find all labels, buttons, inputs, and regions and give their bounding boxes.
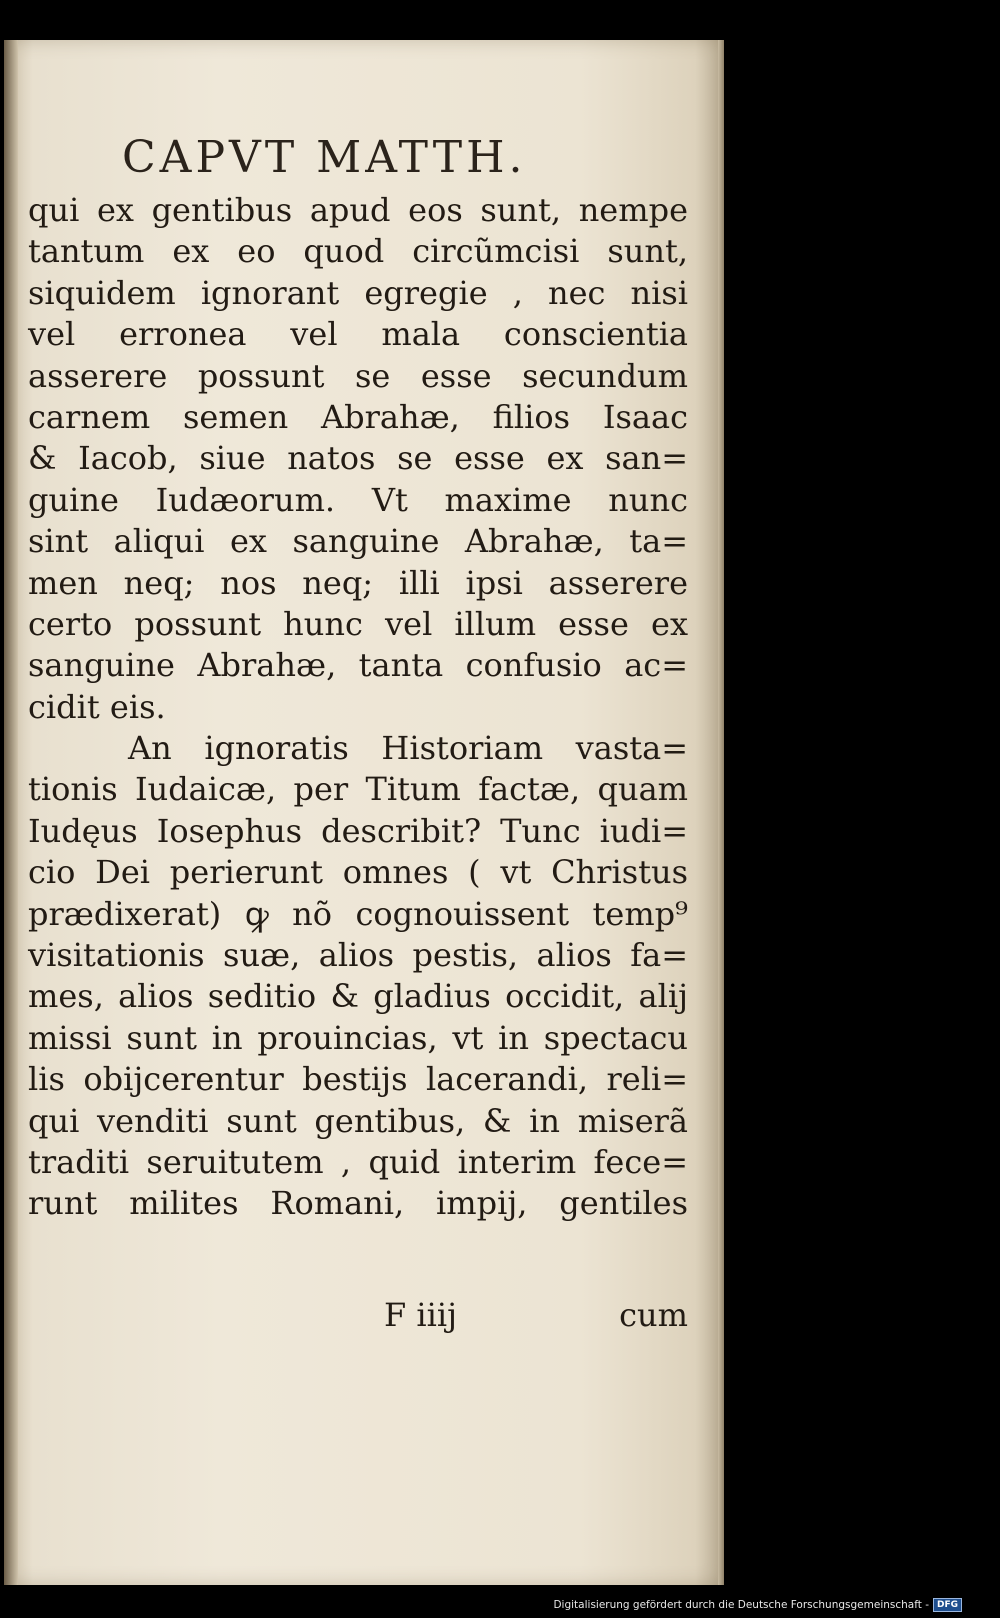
text-line: vel erronea vel mala conscientia <box>28 315 688 354</box>
running-header: CAPVT MATTH. <box>122 132 527 183</box>
text-line: sanguine Abrahæ, tanta confusio ac= <box>28 646 688 685</box>
text-line: siquidem ignorant egregie , nec nisi <box>28 273 688 312</box>
text-line: visitationis suæ, alios pestis, alios fa= <box>28 936 688 975</box>
text-line: Iudęus Iosephus describit? Tunc iudi= <box>28 811 688 850</box>
text-line: missi sunt in prouincias, vt in spectacu <box>28 1018 688 1057</box>
signature-line <box>28 1296 688 1340</box>
text-line-paragraph-start: An ignoratis Historiam vasta= <box>128 729 688 768</box>
page-gutter <box>4 40 18 1585</box>
text-line: certo possunt hunc vel illum esse ex <box>28 604 688 643</box>
footer-credit <box>553 1598 962 1612</box>
text-block <box>28 190 688 1225</box>
text-line: carnem semen Abrahæ, filios Isaac <box>28 397 688 436</box>
text-line: sint aliqui ex sanguine Abrahæ, ta= <box>28 522 688 561</box>
text-line: cidit eis. <box>28 687 166 726</box>
text-line: tionis Iudaicæ, per Titum factæ, quam <box>28 770 688 809</box>
text-line: traditi seruitutem , quid interim fece= <box>28 1142 688 1181</box>
text-line: tantum ex eo quod circũmcisi sunt, <box>28 232 688 271</box>
text-line: men neq; nos neq; illi ipsi asserere <box>28 563 688 602</box>
text-line: guine Iudæorum. Vt maxime nunc <box>28 480 688 519</box>
dfg-logo: DFG <box>933 1598 962 1612</box>
text-line: asserere possunt se esse secundum <box>28 356 688 395</box>
text-line: qui ex gentibus apud eos sunt, nempe <box>28 191 688 229</box>
text-line: mes, alios seditio & gladius occidit, alij <box>28 977 688 1016</box>
book-page <box>4 40 724 1585</box>
text-line: & Iacob, siue natos se esse ex san= <box>28 439 688 478</box>
text-line: runt milites Romani, impij, gentiles <box>28 1184 688 1223</box>
signature-mark: F iiij <box>384 1296 457 1334</box>
text-line: cio Dei perierunt omnes ( vt Christus <box>28 853 688 892</box>
text-line: qui venditi sunt gentibus, & in miserã <box>28 1101 688 1140</box>
page-edge <box>718 40 724 1585</box>
text-line: prædixerat) ꝙ nõ cognouissent temp⁹ <box>28 894 688 933</box>
catchword: cum <box>619 1296 688 1334</box>
footer-credit-text: Digitalisierung gefördert durch die Deutsche Forschungsgemeinschaft - <box>553 1599 929 1611</box>
text-line: lis obijcerentur bestijs lacerandi, reli= <box>28 1060 688 1099</box>
